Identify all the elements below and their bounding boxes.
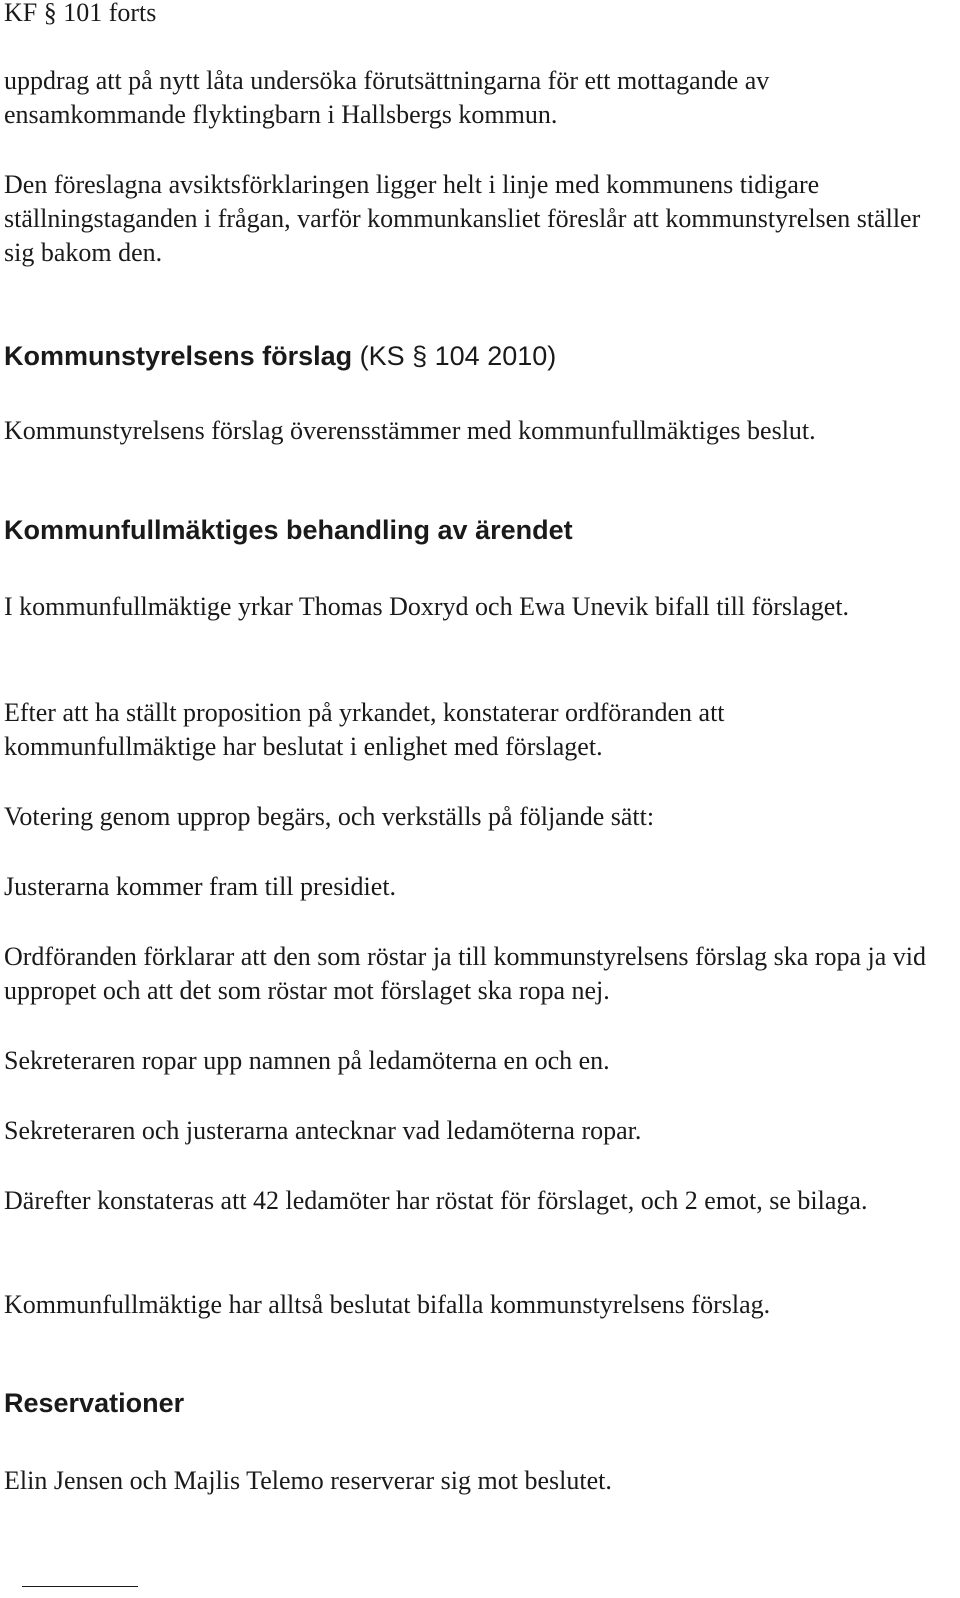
kf-paragraph-1: I kommunfullmäktige yrkar Thomas Doxryd och Ewa Unevik bifall till förslaget.	[4, 592, 850, 621]
kf-paragraph-3: Votering genom upprop begärs, och verkställs på följande sätt:	[4, 802, 655, 831]
ks-proposal-heading	[4, 339, 934, 373]
section-reference: KF § 101 forts	[4, 0, 157, 27]
ks-proposal-heading-ref: (KS § 104 2010)	[352, 341, 557, 371]
kf-paragraph-9: Kommunfullmäktige har alltså beslutat bifalla kommunstyrelsens förslag.	[4, 1290, 771, 1319]
intro-paragraph-2: Den föreslagna avsiktsförklaringen ligger helt i linje med kommunens tidigare ställningstaganden i frågan, varför kommunkansliet föreslår att kommunstyrelsen ställer sig bakom den.	[4, 170, 921, 267]
kf-paragraph-8: Därefter konstateras att 42 ledamöter har röstat för förslaget, och 2 emot, se bilaga.	[4, 1186, 868, 1215]
reservations-text: Elin Jensen och Majlis Telemo reserverar sig mot beslutet.	[4, 1466, 612, 1495]
intro-paragraph-1: uppdrag att på nytt låta undersöka förutsättningarna för ett mottagande av ensamkommande flyktingbarn i Hallsbergs kommun.	[4, 66, 770, 129]
footnote-divider	[22, 1586, 138, 1587]
kf-paragraph-4: Justerarna kommer fram till presidiet.	[4, 872, 397, 901]
kf-paragraph-7: Sekreteraren och justerarna antecknar vad ledamöterna ropar.	[4, 1116, 642, 1145]
kf-paragraph-5: Ordföranden förklarar att den som röstar ja till kommunstyrelsens förslag ska ropa ja vid uppropet och att det som röstar mot förslaget ska ropa nej.	[4, 942, 927, 1005]
kf-paragraph-2: Efter att ha ställt proposition på yrkandet, konstaterar ordföranden att kommunfullmäktige har beslutat i enlighet med förslaget.	[4, 698, 725, 761]
reservations-heading: Reservationer	[4, 1388, 185, 1418]
ks-proposal-text: Kommunstyrelsens förslag överensstämmer med kommunfullmäktiges beslut.	[4, 416, 816, 445]
kf-paragraph-6: Sekreteraren ropar upp namnen på ledamöterna en och en.	[4, 1046, 610, 1075]
kf-treatment-heading: Kommunfullmäktiges behandling av ärendet	[4, 515, 573, 545]
ks-proposal-heading-title: Kommunstyrelsens förslag	[4, 341, 353, 371]
